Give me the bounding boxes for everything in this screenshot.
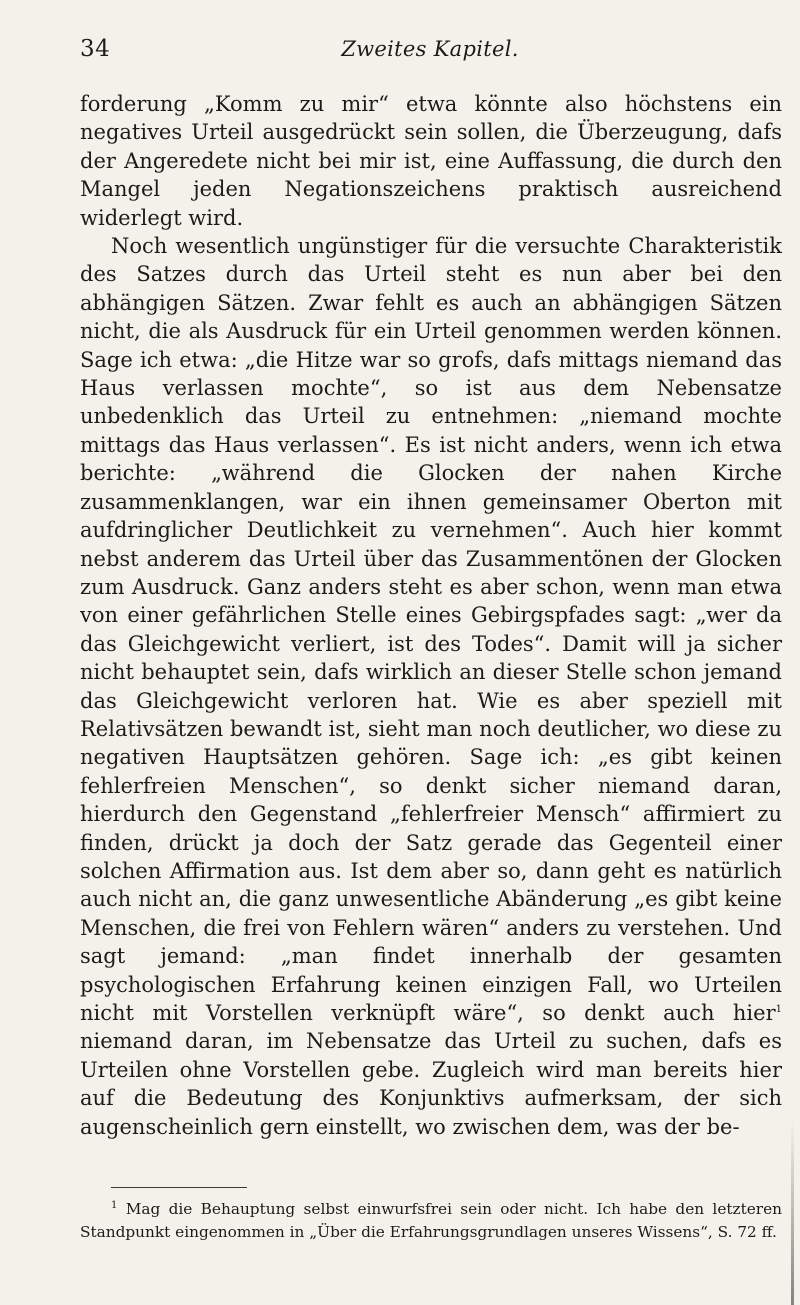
- footnote-mark: 1: [111, 1199, 118, 1211]
- scan-edge-shadow: [791, 1120, 794, 1305]
- footnote: [80, 1198, 782, 1243]
- footnote-reference-mark: 1: [775, 1004, 782, 1015]
- paragraph-1: forderung „Komm zu mir“ etwa könnte also höchstens ein negatives Urteil ausgedrückt sein sollen, die Überzeugung, dafs der Angeredete nicht bei mir ist, eine Auffassung, die durch den Mangel jeden Negationszeichens praktisch ausreichend widerlegt wird.: [80, 92, 782, 230]
- footnote-text: Mag die Behauptung selbst einwurfsfrei sein oder nicht. Ich habe den letzteren Standpunkt eingenommen in „Über die Erfahrungsgrundlagen unseres Wissens“, S. 72 ff.: [80, 1200, 782, 1241]
- page-header: [80, 36, 780, 72]
- page-number: 34: [80, 36, 111, 62]
- paragraph-2: [80, 232, 782, 1141]
- paragraph-2-text-after-note: niemand daran, im Nebensatze das Urteil zu suchen, dafs es Urteilen ohne Vorstellen gebe. Zugleich wird man bereits hier auf die Bedeutung des Konjunktivs aufmerksam, der sich augenscheinlich gern einstellt, wo zwischen dem, was der be-: [80, 1029, 782, 1139]
- paragraph-2-text-before-note: Noch wesentlich ungünstiger für die versuchte Charakteristik des Satzes durch das Urteil steht es nun aber bei den abhängigen Sätzen. Zwar fehlt es auch an abhängigen Sätzen nicht, die als Ausdruck für ein Urteil genommen werden können. Sage ich etwa: „die Hitze war so grofs, dafs mittags niemand das Haus verlassen mochte“, so ist aus dem Nebensatze unbedenklich das Urteil zu entnehmen: „niemand mochte mittags das Haus verlassen“. Es ist nicht anders, wenn ich etwa berichte: „während die Glocken der nahen Kirche zusammenklangen, war ein ihnen gemeinsamer Oberton mit aufdringlicher Deutlichkeit zu vernehmen“. Auch hier kommt nebst anderem das Urteil über das Zusammentönen der Glocken zum Ausdruck. Ganz anders steht es aber schon, wenn man etwa von einer gefährlichen Stelle eines Gebirgspfades sagt: „wer da das Gleichgewicht verliert, ist des Todes“. Damit will ja sicher nicht behauptet sein, dafs wirklich an dieser Stelle schon jemand das Gleichgewicht verloren hat. Wie es aber speziell mit Relativsätzen bewandt ist, sieht man noch deutlicher, wo diese zu negativen Hauptsätzen gehören. Sage ich: „es gibt keinen fehlerfreien Menschen“, so denkt sicher niemand daran, hierdurch den Gegenstand „fehlerfreier Mensch“ affirmiert zu finden, drückt ja doch der Satz gerade das Gegenteil einer solchen Affirmation aus. Ist dem aber so, dann geht es natürlich auch nicht an, die ganz unwesentliche Abänderung „es gibt keine Menschen, die frei von Fehlern wären“ anders zu verstehen. Und sagt jemand: „man findet innerhalb der gesamten psychologischen Erfahrung keinen einzigen Fall, wo Urteilen nicht mit Vorstellen verknüpft wäre“, so denkt auch hier: [80, 234, 782, 1025]
- body-text: [80, 90, 782, 1141]
- footnote-divider: [111, 1187, 247, 1188]
- running-head: Zweites Kapitel.: [341, 37, 519, 61]
